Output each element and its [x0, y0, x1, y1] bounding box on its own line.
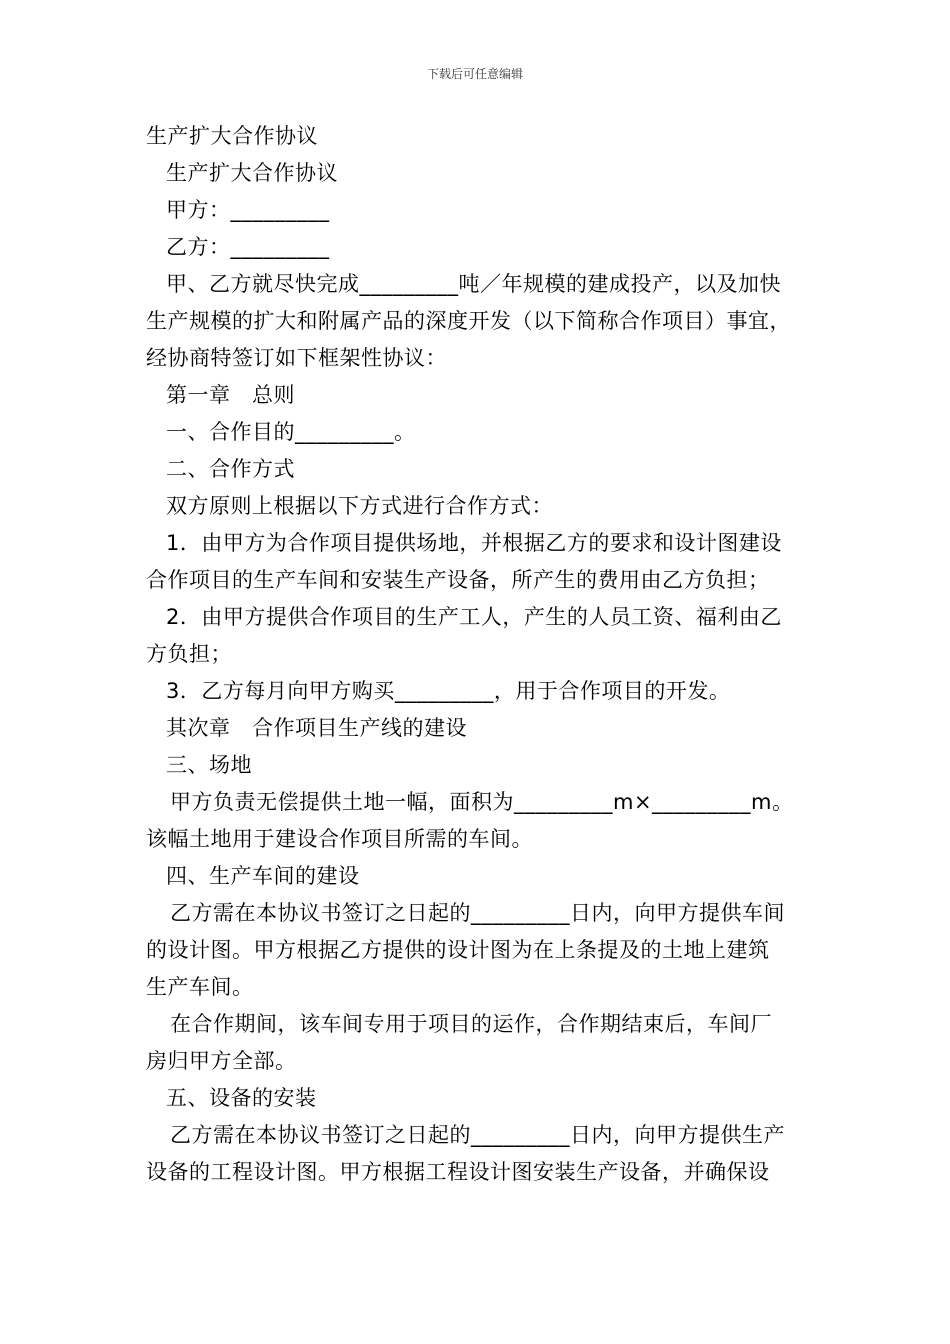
- party-a-field: 甲方：_________: [166, 198, 330, 222]
- page-header-note: 下载后可任意编辑: [426, 67, 523, 81]
- section-2-heading: 二、合作方式: [166, 457, 295, 481]
- section-4-line-3: 生产车间。: [146, 975, 254, 999]
- chapter-1-heading: 第一章 总则: [166, 383, 295, 407]
- section-4-para-2-line-1: 在合作期间，该车间专用于项目的运作，合作期结束后，车间厂: [170, 1012, 772, 1036]
- chapter-2-heading: 其次章 合作项目生产线的建设: [166, 716, 467, 740]
- preamble-line-1: 甲、乙方就尽快完成_________吨／年规模的建成投产，以及加快: [166, 272, 781, 296]
- section-3-line-2: 该幅土地用于建设合作项目所需的车间。: [146, 827, 533, 851]
- clause-1-line-1: 1．由甲方为合作项目提供场地，并根据乙方的要求和设计图建设: [166, 531, 782, 555]
- section-4-line-2: 的设计图。甲方根据乙方提供的设计图为在上条提及的土地上建筑: [146, 938, 770, 962]
- section-4-line-1: 乙方需在本协议书签订之日起的_________日内，向甲方提供车间: [170, 901, 785, 925]
- clause-3: 3．乙方每月向甲方购买_________，用于合作项目的开发。: [166, 679, 731, 703]
- section-5-line-2: 设备的工程设计图。甲方根据工程设计图安装生产设备，并确保设: [146, 1160, 770, 1184]
- section-1-purpose: 一、合作目的_________。: [166, 420, 416, 444]
- document-body: [146, 118, 816, 1191]
- clause-2-line-1: 2．由甲方提供合作项目的生产工人，产生的人员工资、福利由乙: [166, 605, 782, 629]
- section-5-line-1: 乙方需在本协议书签订之日起的_________日内，向甲方提供生产: [170, 1123, 785, 1147]
- preamble-line-3: 经协商特签订如下框架性协议：: [146, 346, 447, 370]
- section-4-para-2-line-2: 房归甲方全部。: [146, 1049, 297, 1073]
- section-2-intro: 双方原则上根据以下方式进行合作方式：: [166, 494, 553, 518]
- section-3-heading: 三、场地: [166, 753, 252, 777]
- section-5-heading: 五、设备的安装: [166, 1086, 317, 1110]
- clause-2-line-2: 方负担；: [146, 642, 232, 666]
- section-4-heading: 四、生产车间的建设: [166, 864, 360, 888]
- party-b-field: 乙方：_________: [166, 235, 330, 259]
- section-3-line-1: 甲方负责无偿提供土地一幅，面积为_________m×_________m。: [170, 790, 794, 814]
- agreement-heading: 生产扩大合作协议: [166, 161, 338, 185]
- document-title: 生产扩大合作协议: [146, 124, 318, 148]
- preamble-line-2: 生产规模的扩大和附属产品的深度开发（以下简称合作项目）事宜，: [146, 309, 791, 333]
- clause-1-line-2: 合作项目的生产车间和安装生产设备，所产生的费用由乙方负担；: [146, 568, 770, 592]
